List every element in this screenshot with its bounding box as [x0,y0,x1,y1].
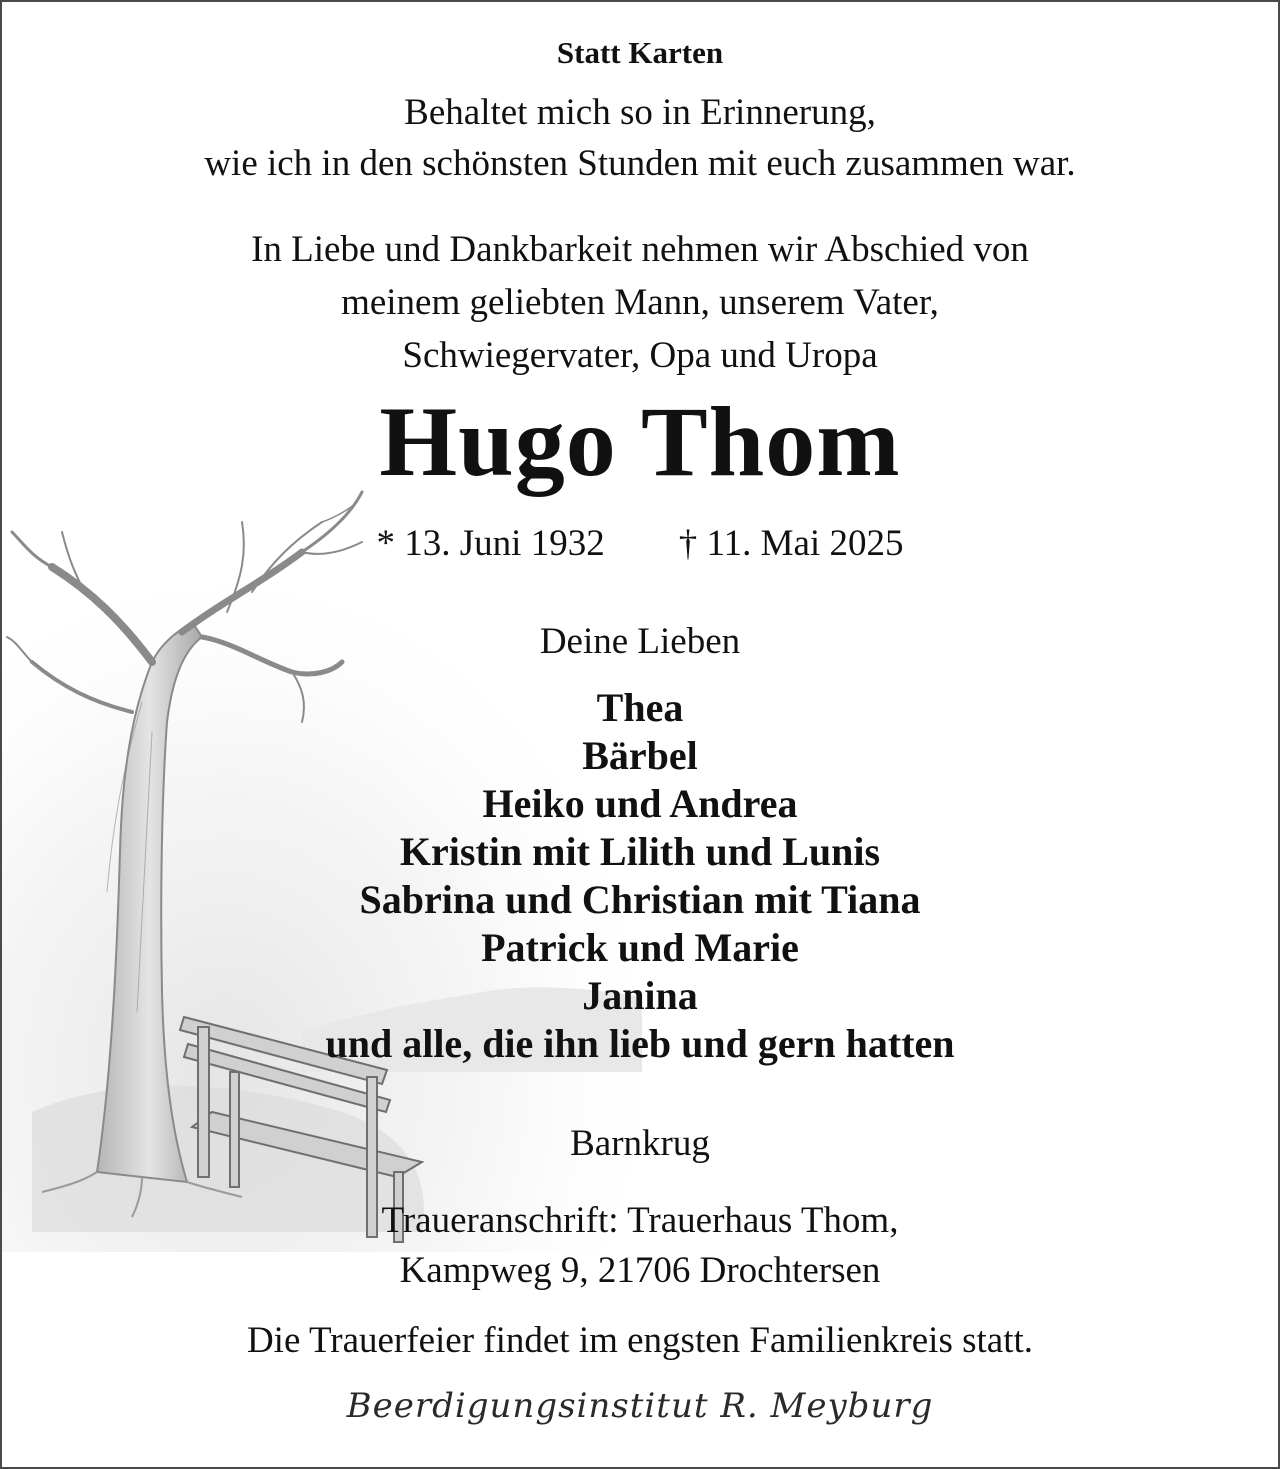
mourner-line: Kristin mit Lilith und Lunis [399,829,881,874]
header-statt-karten: Statt Karten [556,35,724,70]
birth-date: * 13. Juni 1932 [376,523,605,564]
mourner-line: Patrick und Marie [481,925,799,970]
mourner-line: Heiko und Andrea [482,781,798,826]
mourner-line: Janina [582,973,698,1018]
mourner-line: Thea [596,685,684,730]
address-line-2: Kampweg 9, 21706 Drochtersen [399,1250,881,1291]
mourner-line: Bärbel [582,733,698,778]
place-name: Barnkrug [570,1123,710,1164]
intro-line-1: In Liebe und Dankbarkeit nehmen wir Abschied von [251,229,1029,270]
ceremony-note: Die Trauerfeier findet im engsten Familienkreis statt. [246,1320,1034,1361]
death-date: † 11. Mai 2025 [678,523,904,564]
intro-line-2: meinem geliebten Mann, unserem Vater, [341,282,939,323]
quote-line-1: Behaltet mich so in Erinnerung, [404,92,876,133]
deceased-name: Hugo Thom [379,386,901,497]
undertaker-signature: Beerdigungsinstitut R. Meyburg [346,1386,934,1426]
quote-line-2: wie ich in den schönsten Stunden mit euch zusammen war. [204,143,1076,184]
mourners-intro: Deine Lieben [539,621,741,662]
intro-line-3: Schwiegervater, Opa und Uropa [402,335,878,376]
mourner-line: Sabrina und Christian mit Tiana [359,877,921,922]
mourner-line: und alle, die ihn lieb und gern hatten [325,1021,955,1066]
address-line-1: Traueranschrift: Trauerhaus Thom, [381,1200,899,1241]
life-dates [2,522,1278,565]
